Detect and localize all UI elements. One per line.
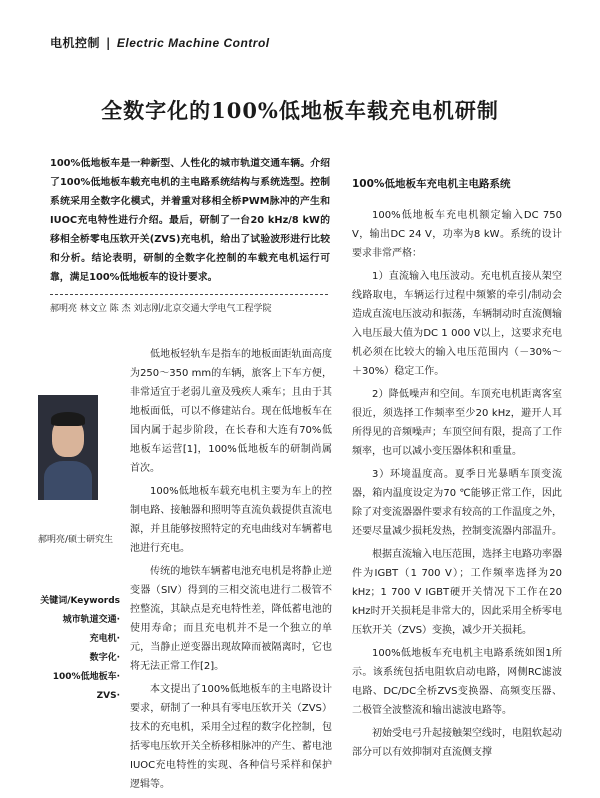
keyword: ZVS· <box>96 691 120 701</box>
section-heading: 100%低地板车充电机主电路系统 <box>352 178 511 190</box>
keyword: 100%低地板车· <box>52 672 120 682</box>
keyword: 城市轨道交通· <box>62 615 120 625</box>
keywords <box>38 592 120 706</box>
article-title: 全数字化的100%低地板车载充电机研制 <box>101 98 499 123</box>
authors: 郝明亮 林文立 陈 杰 刘志刚/北京交通大学电气工程学院 <box>50 304 272 314</box>
abstract-divider <box>50 294 328 295</box>
photo-hair <box>51 412 85 426</box>
paragraph: 本文提出了100%低地板车的主电路设计要求，研制了一种具有零电压软开关（ZVS）技术的充电机，采用全过程的数字化控制，包括零电压软开关全桥移相脉冲的产生、蓄电池IUOC充电特性的实现、各种信号采样和保护逻辑等。 <box>130 684 332 790</box>
body-column-left <box>130 345 332 798</box>
paragraph: 传统的地铁车辆蓄电池充电机是将静止逆变器（SIV）得到的三相交流电进行二极管不控整流，其缺点是充电特性差，降低蓄电池的使用寿命；而且充电机并不是一个独立的单元，当静止逆变器出现故障而被隔离时，它也将无法正常工作[2]。 <box>130 566 332 672</box>
paragraph: 根据直流输入电压范围，选择主电路功率器件为IGBT（1 700 V）；工作频率选择为20 kHz；1 700 V IGBT硬开关情况下工作在20 kHz时开关损耗是非常大的，因此采用全桥零电压软开关（ZVS）变换，减少开关损耗。 <box>352 549 562 636</box>
paragraph: 3）环境温度高。夏季日光暴晒车顶变流器，箱内温度设定为70 ℃能够正常工作，因此除了对变流器器件要求有较高的工作温度之外，还要尽量减少损耗发热，控制变流器内部温升。 <box>352 469 562 537</box>
paragraph: 1）直流输入电压波动。充电机直接从架空线路取电，车辆运行过程中频繁的牵引/制动会造成直流电压波动和振荡，车辆制动时直流侧输入电压最大值为DC 1 000 V以上，这要求充电机必须在比较大的输入电压范围内（－30%～＋30%）稳定工作。 <box>352 271 562 377</box>
keyword: 充电机· <box>89 634 120 644</box>
paragraph: 100%低地板车充电机额定输入DC 750 V，输出DC 24 V，功率为8 kW。系统的设计要求非常严格： <box>352 210 562 259</box>
paragraph: 初始受电弓升起接触架空线时，电阻软起动部分可以有效抑制对直流侧支撑 <box>352 728 562 758</box>
photo-caption: 郝明亮/硕士研究生 <box>38 535 114 545</box>
body-column-right <box>352 175 562 766</box>
header-separator: | <box>106 36 111 50</box>
keywords-label: 关键词/Keywords <box>40 596 120 606</box>
header-en: Electric Machine Control <box>116 36 270 50</box>
author-photo <box>38 395 98 500</box>
header-cn: 电机控制 <box>50 36 101 50</box>
paragraph: 100%低地板车载充电机主要为车上的控制电路、接触器和照明等直流负载提供直流电源，并且能够按照特定的充电曲线对车辆蓄电池进行充电。 <box>130 486 332 554</box>
abstract: 100%低地板车是一种新型、人性化的城市轨道交通车辆。介绍了100%低地板车载充电机的主电路系统结构与系统选型。控制系统采用全数字化模式，并着重对移相全桥PWM脉冲的产生和IUOC充电特性进行介绍。最后，研制了一台20 kHz/8 kW的移相全桥零电压软开关(ZVS)充电机，给出了试验波形进行比较和分析。结论表明，研制的全数字化控制的车载充电机运行可靠，满足100%低地板车的设计要求。 <box>50 158 330 283</box>
paragraph: 2）降低噪声和空间。车顶充电机距离客室很近，须选择工作频率至少20 kHz，避开人耳所得见的音频噪声；车顶空间有限，提高了工作频率，也可以减小变压器体积和重量。 <box>352 389 562 457</box>
paragraph: 低地板轻轨车是指车的地板面距轨面高度为250～350 mm的车辆，旅客上下车方便，非常适宜于老弱儿童及残疾人乘车；且由于其地板面低，可以不修建站台。现在低地板车在国内属于起步阶段，在长春和大连有70%低地板车运营[1]，100%低地板车的研制尚属首次。 <box>130 349 332 474</box>
photo-shirt <box>44 461 92 500</box>
keyword: 数字化· <box>89 653 120 663</box>
running-header <box>50 34 270 51</box>
paragraph: 100%低地板车充电机主电路系统如图1所示。该系统包括电阻软启动电路，网侧RC滤波电路、DC/DC全桥ZVS变换器、高频变压器、二极管全波整流和输出滤波电路等。 <box>352 648 562 716</box>
